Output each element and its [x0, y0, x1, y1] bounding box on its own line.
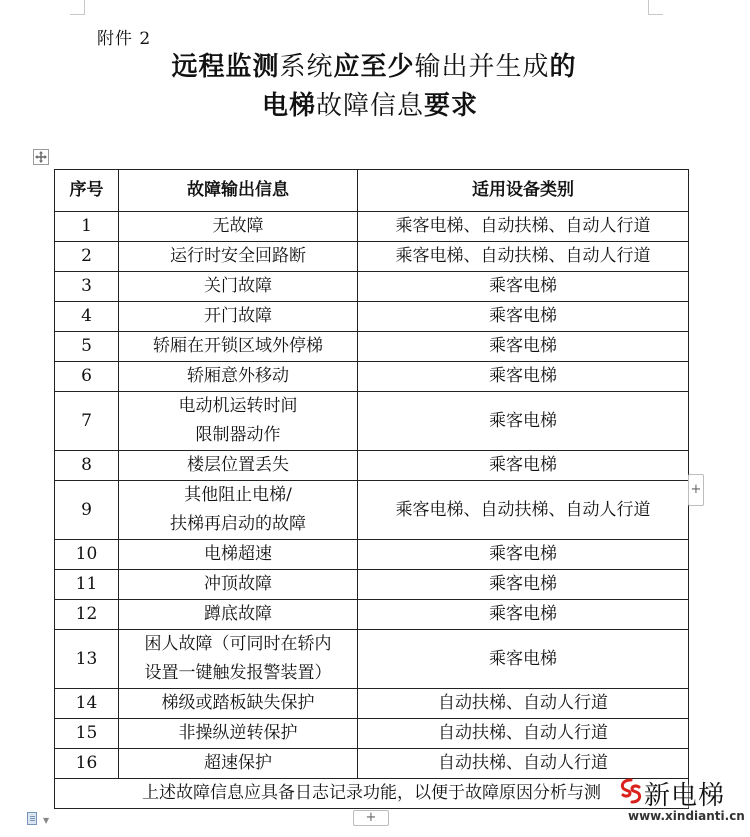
- row-seq: 9: [55, 481, 119, 540]
- table-row: [55, 272, 689, 302]
- row-seq: 13: [55, 630, 119, 689]
- table-row: [55, 451, 689, 481]
- row-fault-info: [119, 302, 358, 332]
- attachment-label: 附件 2: [97, 29, 152, 49]
- table-move-handle[interactable]: [33, 149, 49, 165]
- fault-info-table: [54, 169, 689, 809]
- fault-info-line: 限制器动作: [195, 425, 281, 445]
- fault-info-line: 电梯超速: [204, 544, 272, 564]
- row-fault-info: [119, 362, 358, 392]
- row-seq: 5: [55, 332, 119, 362]
- table-row: [55, 362, 689, 392]
- fault-info-line: 蹲底故障: [204, 604, 272, 624]
- row-equipment-type: 乘客电梯: [358, 630, 689, 689]
- table-row: [55, 302, 689, 332]
- row-seq: 8: [55, 451, 119, 481]
- row-equipment-type: 乘客电梯: [358, 600, 689, 630]
- fault-info-line: 超速保护: [204, 753, 272, 773]
- fault-info-line: 非操纵逆转保护: [178, 723, 298, 743]
- title-segment: 输出并生成: [414, 52, 550, 82]
- row-fault-info: [119, 272, 358, 302]
- move-icon: [35, 151, 47, 163]
- title-segment: 故障信息: [315, 91, 424, 121]
- table-row: [55, 332, 689, 362]
- table-row: [55, 242, 689, 272]
- row-equipment-type: 乘客电梯、自动扶梯、自动人行道: [358, 481, 689, 540]
- row-fault-info: [119, 451, 358, 481]
- title-segment: 远程监测: [171, 52, 280, 82]
- fault-info-line: 运行时安全回路断: [170, 246, 306, 266]
- fault-info-line: 关门故障: [204, 276, 272, 296]
- row-seq: 14: [55, 689, 119, 719]
- fault-info-line: 其他阻止电梯/: [184, 485, 292, 505]
- header-equipment-type: 适用设备类别: [358, 170, 689, 212]
- table-footer-note: 上述故障信息应具备日志记录功能，以便于故障原因分析与测: [55, 779, 689, 809]
- table-row: [55, 600, 689, 630]
- row-seq: 1: [55, 212, 119, 242]
- row-equipment-type: 乘客电梯: [358, 332, 689, 362]
- table-row: [55, 689, 689, 719]
- fault-info-line: 困人故障（可同时在轿内: [144, 634, 332, 654]
- table-row: [55, 630, 689, 689]
- row-fault-info: [119, 689, 358, 719]
- row-seq: 11: [55, 570, 119, 600]
- row-fault-info: [119, 600, 358, 630]
- table-row: [55, 392, 689, 451]
- row-seq: 16: [55, 749, 119, 779]
- watermark-url: www.xindianti.cn: [628, 809, 745, 823]
- row-equipment-type: 自动扶梯、自动人行道: [358, 749, 689, 779]
- page-corner-mark-right: [648, 0, 663, 15]
- row-seq: 4: [55, 302, 119, 332]
- row-equipment-type: 乘客电梯: [358, 570, 689, 600]
- add-row-button[interactable]: +: [353, 810, 389, 826]
- page-corner-mark-left: [70, 0, 85, 15]
- title-segment: 应至少: [333, 52, 415, 82]
- document-page-icon[interactable]: [27, 812, 37, 825]
- fault-info-line: 轿厢意外移动: [187, 366, 289, 386]
- table-body: [55, 212, 689, 779]
- fault-info-line: 电动机运转时间: [178, 396, 298, 416]
- row-equipment-type: 乘客电梯: [358, 540, 689, 570]
- title-segment: 要求: [424, 91, 479, 121]
- logo-mark-icon: [618, 778, 644, 804]
- chevron-down-icon[interactable]: ▼: [43, 816, 50, 825]
- row-fault-info: [119, 212, 358, 242]
- row-equipment-type: 自动扶梯、自动人行道: [358, 689, 689, 719]
- row-fault-info: [119, 242, 358, 272]
- row-fault-info: [119, 570, 358, 600]
- row-equipment-type: 乘客电梯、自动扶梯、自动人行道: [358, 242, 689, 272]
- header-seq: 序号: [55, 170, 119, 212]
- row-equipment-type: 乘客电梯: [358, 272, 689, 302]
- row-seq: 6: [55, 362, 119, 392]
- watermark-logo: [618, 778, 748, 834]
- fault-info-line: 开门故障: [204, 306, 272, 326]
- document-title-line-2: [0, 91, 745, 121]
- row-equipment-type: 乘客电梯: [358, 302, 689, 332]
- table-header-row: [55, 170, 689, 212]
- row-equipment-type: 自动扶梯、自动人行道: [358, 719, 689, 749]
- fault-info-line: 无故障: [212, 216, 264, 236]
- fault-info-line: 轿厢在开锁区域外停梯: [153, 336, 323, 356]
- row-seq: 2: [55, 242, 119, 272]
- row-seq: 7: [55, 392, 119, 451]
- fault-info-line: 楼层位置丢失: [187, 455, 289, 475]
- row-fault-info: [119, 749, 358, 779]
- row-fault-info: [119, 392, 358, 451]
- fault-info-line: 设置一键触发报警装置）: [144, 663, 332, 683]
- table-row: [55, 540, 689, 570]
- title-segment: 电梯: [261, 91, 316, 121]
- title-segment: 的: [549, 52, 577, 82]
- table-row: [55, 481, 689, 540]
- fault-info-line: 冲顶故障: [204, 574, 272, 594]
- row-seq: 12: [55, 600, 119, 630]
- table-row: [55, 719, 689, 749]
- document-title-line-1: [0, 52, 749, 82]
- row-equipment-type: 乘客电梯: [358, 362, 689, 392]
- table-row: [55, 749, 689, 779]
- row-seq: 15: [55, 719, 119, 749]
- title-segment: 系统: [279, 52, 334, 82]
- row-fault-info: [119, 630, 358, 689]
- row-fault-info: [119, 719, 358, 749]
- fault-info-line: 扶梯再启动的故障: [170, 514, 306, 534]
- fault-info-line: 梯级或踏板缺失保护: [161, 693, 315, 713]
- row-equipment-type: 乘客电梯、自动扶梯、自动人行道: [358, 212, 689, 242]
- row-seq: 3: [55, 272, 119, 302]
- row-seq: 10: [55, 540, 119, 570]
- row-equipment-type: 乘客电梯: [358, 392, 689, 451]
- row-fault-info: [119, 332, 358, 362]
- table-row: [55, 570, 689, 600]
- row-fault-info: [119, 481, 358, 540]
- row-fault-info: [119, 540, 358, 570]
- table-footer-row: [55, 779, 689, 809]
- row-equipment-type: 乘客电梯: [358, 451, 689, 481]
- header-fault-info: 故障输出信息: [119, 170, 358, 212]
- watermark-name: 新电梯: [644, 781, 726, 811]
- table-row: [55, 212, 689, 242]
- add-column-button[interactable]: +: [688, 474, 704, 506]
